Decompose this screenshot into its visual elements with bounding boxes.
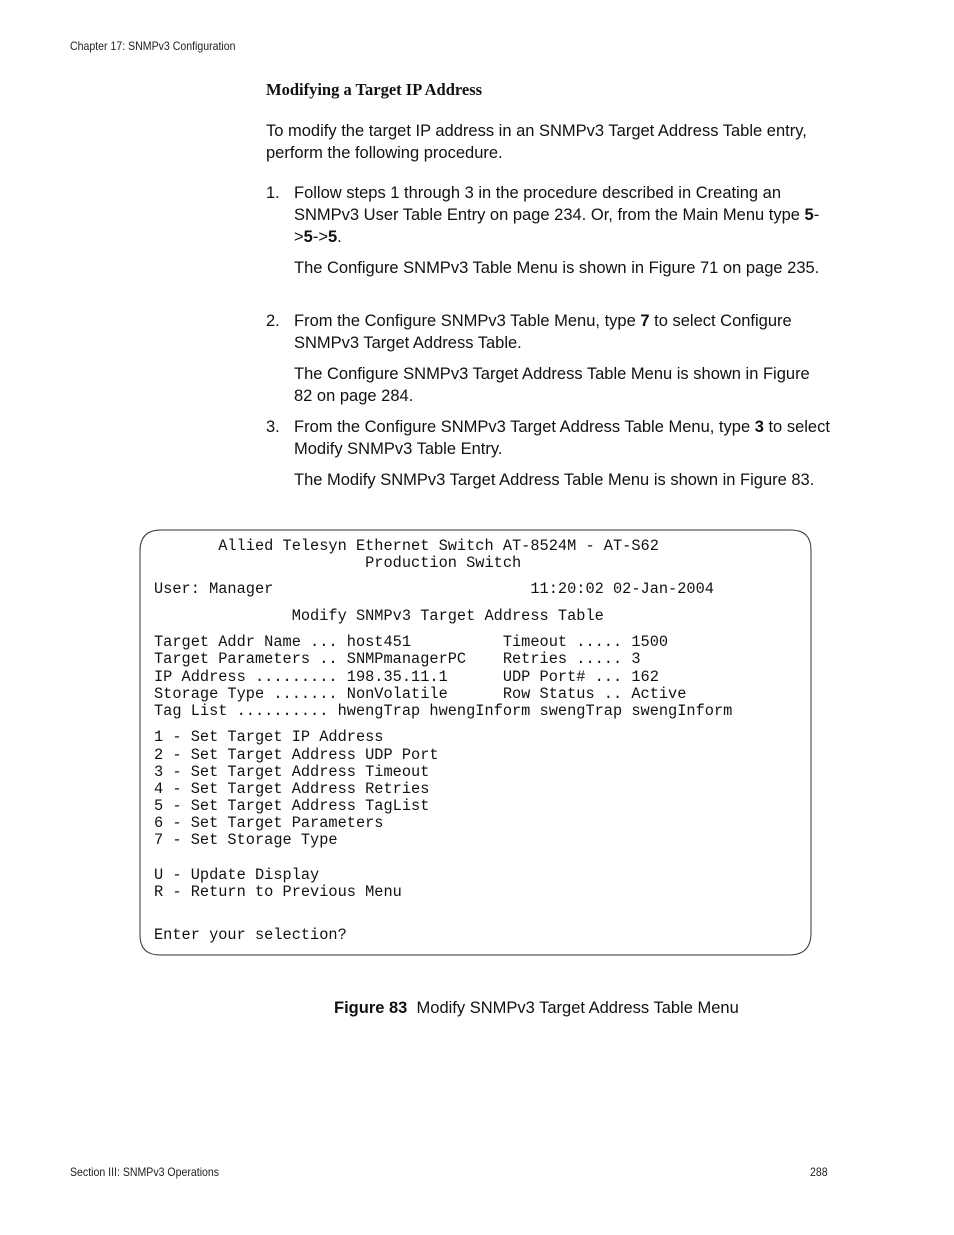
terminal-screen (139, 529, 812, 956)
terminal-menu-item: 7 - Set Storage Type (154, 831, 338, 849)
terminal-menu-item: 3 - Set Target Address Timeout (154, 763, 430, 781)
step-1-note: The Configure SNMPv3 Table Menu is shown in Figure 71 on page 235. (294, 259, 820, 277)
step-3-note: The Modify SNMPv3 Target Address Table Menu is shown in Figure 83. (294, 471, 815, 489)
menu-key: 7 (640, 312, 650, 330)
step-number: 3. (266, 418, 280, 436)
step-text (294, 310, 834, 354)
running-head: Chapter 17: SNMPv3 Configuration (70, 39, 236, 53)
terminal-line: Storage Type ....... NonVolatile Row Status .. Active (154, 685, 687, 703)
terminal-prompt: Enter your selection? (154, 926, 347, 944)
terminal-line: Allied Telesyn Ethernet Switch AT-8524M - AT-S62 (154, 537, 659, 555)
step-text-part: Follow steps 1 through 3 in the procedure described in Creating an SNMPv3 User Table Entry on page 234. Or, from the Main Menu type (294, 184, 805, 224)
step-text (294, 182, 834, 248)
step-text-part: to select Modify SNMPv3 Table Entry. (294, 418, 830, 458)
terminal-line: Target Addr Name ... host451 Timeout ..... 1500 (154, 633, 669, 651)
step-number: 2. (266, 312, 280, 330)
terminal-line: Production Switch (154, 554, 522, 572)
menu-separator: -> (312, 228, 328, 246)
terminal-line: Modify SNMPv3 Target Address Table (154, 607, 604, 625)
terminal-menu-item: U - Update Display (154, 866, 320, 884)
page-number: 288 (810, 1165, 828, 1179)
menu-key: 5 (303, 228, 313, 246)
menu-key: 5 (804, 206, 814, 224)
step-text-part: to select Configure SNMPv3 Target Address Table. (294, 312, 792, 352)
terminal-menu-item: 6 - Set Target Parameters (154, 814, 384, 832)
terminal-line: Tag List .......... hwengTrap hwengInform swengTrap swengInform (154, 702, 733, 720)
terminal-menu-item: 1 - Set Target IP Address (154, 728, 384, 746)
menu-key: 3 (754, 418, 764, 436)
terminal-menu-item: 2 - Set Target Address UDP Port (154, 746, 439, 764)
terminal-menu-item: 4 - Set Target Address Retries (154, 780, 430, 798)
step-number: 1. (266, 184, 280, 202)
figure-caption (334, 999, 739, 1018)
terminal-menu-item: 5 - Set Target Address TagList (154, 797, 430, 815)
terminal-line: Target Parameters .. SNMPmanagerPC Retries ..... 3 (154, 650, 641, 668)
terminal-line: User: Manager 11:20:02 02-Jan-2004 (154, 580, 714, 598)
section-title: Modifying a Target IP Address (266, 80, 483, 99)
menu-separator: -> (294, 206, 820, 246)
menu-key: 5 (327, 228, 338, 246)
step-text-part: From the Configure SNMPv3 Table Menu, type (294, 312, 641, 330)
step-text (294, 416, 834, 460)
figure-title: Modify SNMPv3 Target Address Table Menu (416, 999, 739, 1017)
step-text-part: From the Configure SNMPv3 Target Address Table Menu, type (294, 418, 755, 436)
intro-paragraph: To modify the target IP address in an SNMPv3 Target Address Table entry, perform the following procedure. (266, 122, 807, 162)
step-text-part: . (337, 228, 342, 246)
footer-section: Section III: SNMPv3 Operations (70, 1165, 220, 1179)
step-2-note: The Configure SNMPv3 Target Address Table Menu is shown in Figure 82 on page 284. (294, 365, 810, 405)
terminal-menu-item: R - Return to Previous Menu (154, 883, 402, 901)
figure-label: Figure 83 (334, 999, 408, 1017)
terminal-line: IP Address ......... 198.35.11.1 UDP Port# ... 162 (154, 668, 659, 686)
